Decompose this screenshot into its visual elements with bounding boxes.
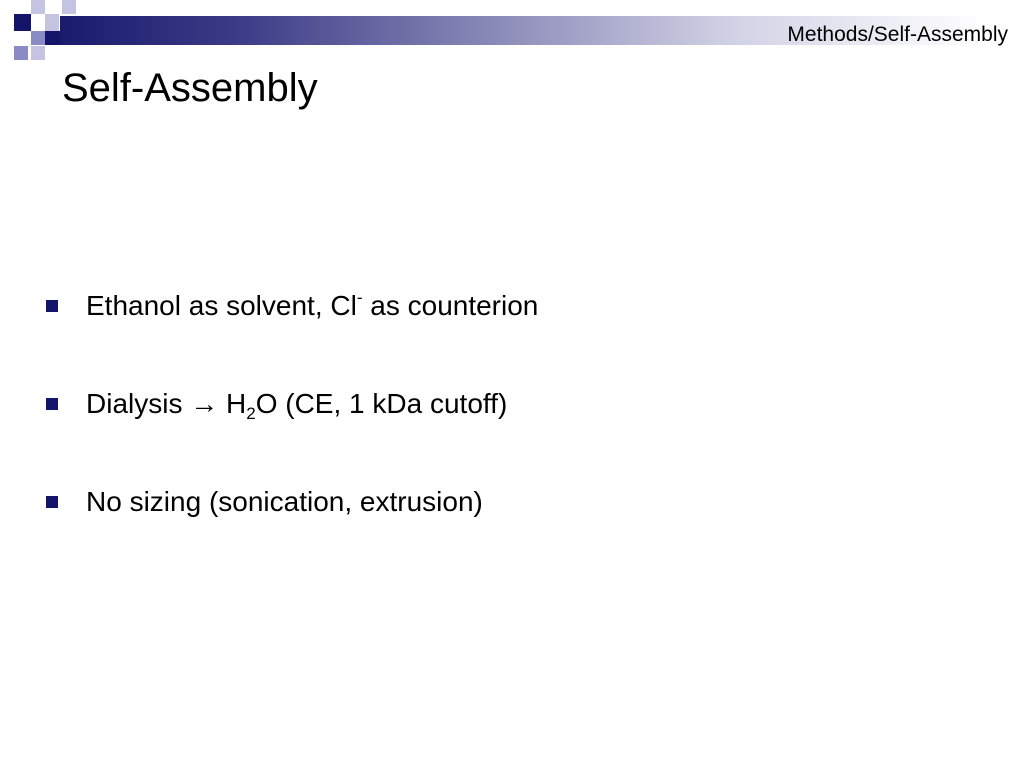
bullet-text: Dialysis → $H_2O$ (CE, 1 kDa cutoff) <box>86 388 508 423</box>
decor-square <box>31 31 45 45</box>
bullet-text: Ethanol as solvent, Cl- as counterion <box>86 288 539 321</box>
slide-title: Self-Assembly <box>62 66 318 110</box>
decor-square <box>45 31 60 45</box>
decor-square <box>45 14 59 31</box>
decor-square <box>31 46 45 60</box>
square-bullet-icon <box>46 496 58 508</box>
bullet-text: No sizing (sonication, extrusion) <box>86 486 483 517</box>
superscript: - <box>356 288 363 307</box>
decor-square <box>14 46 28 60</box>
subscript: 2 <box>246 404 256 423</box>
square-bullet-icon <box>46 300 58 312</box>
decor-square <box>31 0 45 14</box>
decor-square <box>62 0 76 14</box>
section-label: Methods/Self-Assembly <box>787 23 1008 46</box>
decor-square <box>14 14 31 31</box>
square-bullet-icon <box>46 398 58 410</box>
